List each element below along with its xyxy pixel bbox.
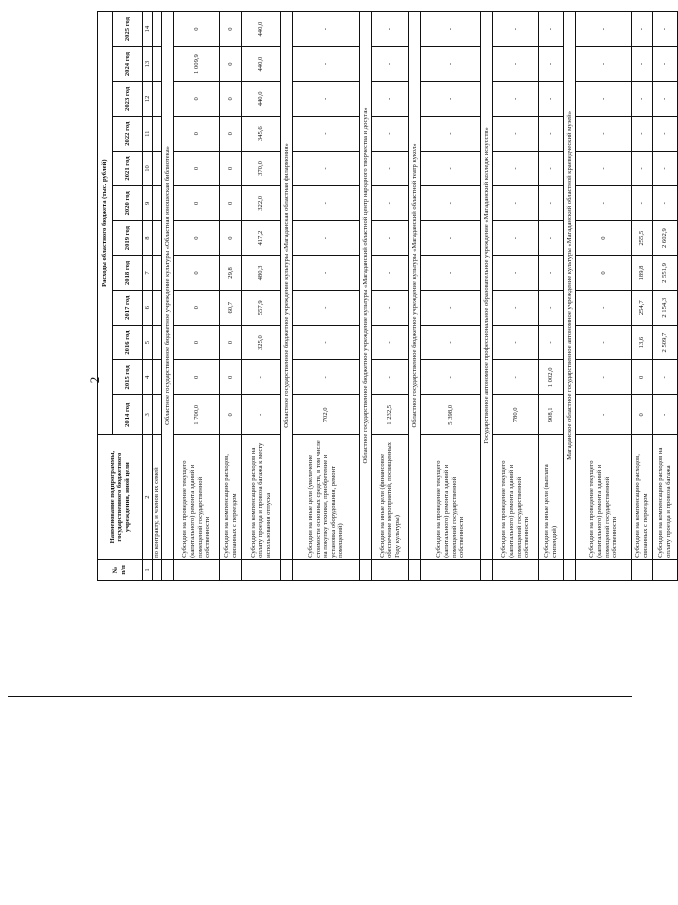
value-cell: - bbox=[372, 221, 409, 256]
value-cell: 5 398,0 bbox=[421, 395, 481, 435]
value-cell: 0 bbox=[174, 81, 220, 116]
value-cell: 2 509,7 bbox=[653, 325, 678, 360]
value-cell: - bbox=[539, 116, 564, 151]
value-cell: - bbox=[293, 256, 360, 291]
value-cell: - bbox=[653, 81, 678, 116]
header-num: № п/п bbox=[98, 559, 143, 580]
value-cell bbox=[153, 290, 162, 325]
table-row bbox=[174, 12, 220, 581]
value-cell: 0 bbox=[174, 325, 220, 360]
value-cell: - bbox=[421, 290, 481, 325]
value-cell: 0 bbox=[220, 12, 242, 47]
value-cell: - bbox=[539, 12, 564, 47]
table-row bbox=[242, 12, 281, 581]
value-cell: - bbox=[293, 12, 360, 47]
value-cell: - bbox=[293, 290, 360, 325]
year-header: 2021 год bbox=[113, 151, 143, 186]
value-cell: 1 700,0 bbox=[174, 395, 220, 435]
value-cell: 0 bbox=[632, 360, 653, 395]
value-cell: - bbox=[576, 290, 632, 325]
year-header: 2019 год bbox=[113, 221, 143, 256]
value-cell: - bbox=[293, 186, 360, 221]
column-index: 9 bbox=[143, 186, 153, 221]
row-num bbox=[493, 559, 539, 580]
value-cell bbox=[153, 47, 162, 82]
value-cell: - bbox=[372, 256, 409, 291]
value-cell: 345,6 bbox=[242, 116, 281, 151]
year-header: 2018 год bbox=[113, 256, 143, 291]
value-cell: 370,0 bbox=[242, 151, 281, 186]
value-cell: 0 bbox=[220, 47, 242, 82]
value-cell: 0 bbox=[174, 116, 220, 151]
value-cell: - bbox=[632, 12, 653, 47]
value-cell: - bbox=[372, 325, 409, 360]
section-row bbox=[409, 12, 421, 581]
value-cell: - bbox=[632, 116, 653, 151]
value-cell: - bbox=[653, 12, 678, 47]
table-row bbox=[220, 12, 242, 581]
value-cell: - bbox=[576, 395, 632, 435]
row-name: Субсидии на компенсацию расходов на оплату проезда и провоза багажа bbox=[653, 435, 678, 560]
rotated-table-container bbox=[97, 11, 672, 581]
value-cell: - bbox=[372, 12, 409, 47]
row-name: Субсидии на иные цели (увеличение стоимости основных средств, в том числе на покупку техники, приобретение и установка оборудования, ремонт помещений) bbox=[293, 435, 360, 560]
value-cell: - bbox=[493, 47, 539, 82]
year-header: 2016 год bbox=[113, 325, 143, 360]
budget-table bbox=[97, 11, 678, 581]
value-cell: 13,6 bbox=[632, 325, 653, 360]
table-row bbox=[539, 12, 564, 581]
value-cell bbox=[153, 325, 162, 360]
value-cell: 0 bbox=[174, 151, 220, 186]
value-cell: - bbox=[293, 151, 360, 186]
value-cell: 1 232,5 bbox=[372, 395, 409, 435]
value-cell: 702,0 bbox=[293, 395, 360, 435]
value-cell: - bbox=[539, 256, 564, 291]
value-cell: - bbox=[293, 116, 360, 151]
value-cell: - bbox=[576, 151, 632, 186]
value-cell: 908,1 bbox=[539, 395, 564, 435]
value-cell: - bbox=[653, 116, 678, 151]
value-cell: - bbox=[653, 151, 678, 186]
section-title: Государственное автономное профессиональное образовательное учреждение «Магаданский колледж искусств» bbox=[481, 12, 493, 560]
value-cell: - bbox=[493, 221, 539, 256]
value-cell: 0 bbox=[174, 290, 220, 325]
row-num bbox=[564, 559, 576, 580]
row-num bbox=[539, 559, 564, 580]
year-header: 2025 год bbox=[113, 12, 143, 47]
value-cell: 29,8 bbox=[220, 256, 242, 291]
value-cell bbox=[153, 256, 162, 291]
row-name: Субсидии на проведение текущего (капитального) ремонта зданий и помещений государственной собственности bbox=[174, 435, 220, 560]
value-cell: 0 bbox=[174, 12, 220, 47]
header-name: Наименование подпрограммы, государственного бюджетного учреждения, иной цели bbox=[98, 435, 143, 560]
value-cell: - bbox=[493, 360, 539, 395]
value-cell: - bbox=[421, 12, 481, 47]
value-cell: - bbox=[293, 221, 360, 256]
value-cell bbox=[153, 186, 162, 221]
value-cell: - bbox=[653, 47, 678, 82]
section-row bbox=[281, 12, 293, 581]
value-cell: 440,0 bbox=[242, 12, 281, 47]
row-name: Субсидии на проведение текущего (капитального) ремонта зданий и помещений государственной собственности bbox=[421, 435, 481, 560]
value-cell: - bbox=[372, 360, 409, 395]
value-cell: 255,5 bbox=[632, 221, 653, 256]
row-num bbox=[421, 559, 481, 580]
value-cell: - bbox=[653, 360, 678, 395]
column-index: 6 bbox=[143, 290, 153, 325]
value-cell: - bbox=[493, 81, 539, 116]
value-cell: 1 009,9 bbox=[174, 47, 220, 82]
year-header: 2015 год bbox=[113, 360, 143, 395]
value-cell: - bbox=[293, 47, 360, 82]
value-cell: 322,0 bbox=[242, 186, 281, 221]
value-cell: - bbox=[632, 186, 653, 221]
value-cell: 0 bbox=[220, 81, 242, 116]
value-cell: - bbox=[539, 81, 564, 116]
value-cell: - bbox=[372, 290, 409, 325]
value-cell: - bbox=[493, 256, 539, 291]
row-num bbox=[632, 559, 653, 580]
value-cell: 2 551,9 bbox=[653, 256, 678, 291]
column-index: 3 bbox=[143, 395, 153, 435]
table-row bbox=[653, 12, 678, 581]
value-cell: - bbox=[539, 325, 564, 360]
row-name: Субсидии на иные цели (финансовое обеспечение мероприятий, посвященных Году культуры) bbox=[372, 435, 409, 560]
value-cell: - bbox=[539, 290, 564, 325]
value-cell: - bbox=[539, 221, 564, 256]
value-cell: - bbox=[421, 221, 481, 256]
value-cell: - bbox=[293, 360, 360, 395]
value-cell: - bbox=[421, 256, 481, 291]
value-cell: 0 bbox=[632, 395, 653, 435]
value-cell bbox=[153, 221, 162, 256]
row-name: Субсидии на компенсацию расходов на оплату проезда и провоза багажа к месту использования отпуска bbox=[242, 435, 281, 560]
divider-line bbox=[8, 696, 632, 697]
row-num bbox=[653, 559, 678, 580]
value-cell: 0 bbox=[220, 221, 242, 256]
value-cell: 417,2 bbox=[242, 221, 281, 256]
value-cell: 0 bbox=[220, 325, 242, 360]
value-cell: - bbox=[493, 116, 539, 151]
column-index: 5 bbox=[143, 325, 153, 360]
row-num bbox=[162, 559, 174, 580]
row-num bbox=[281, 559, 293, 580]
column-index: 11 bbox=[143, 116, 153, 151]
value-cell: 0 bbox=[220, 360, 242, 395]
table-row bbox=[293, 12, 360, 581]
value-cell bbox=[153, 116, 162, 151]
value-cell: 0 bbox=[576, 256, 632, 291]
value-cell: - bbox=[293, 81, 360, 116]
row-num bbox=[481, 559, 493, 580]
column-index: 10 bbox=[143, 151, 153, 186]
column-index: 1 bbox=[143, 559, 153, 580]
row-name: Субсидии на компенсацию расходов, связанных с переездом bbox=[632, 435, 653, 560]
section-row bbox=[162, 12, 174, 581]
value-cell: 0 bbox=[174, 256, 220, 291]
column-index: 7 bbox=[143, 256, 153, 291]
value-cell: 325,0 bbox=[242, 325, 281, 360]
value-cell: - bbox=[242, 395, 281, 435]
column-index: 8 bbox=[143, 221, 153, 256]
value-cell: - bbox=[539, 186, 564, 221]
value-cell: 0 bbox=[576, 221, 632, 256]
value-cell: - bbox=[493, 12, 539, 47]
value-cell bbox=[153, 81, 162, 116]
row-name: Субсидии на проведение текущего (капитального) ремонта зданий и помещений государственной собственности bbox=[576, 435, 632, 560]
value-cell: 780,0 bbox=[493, 395, 539, 435]
value-cell: - bbox=[493, 325, 539, 360]
value-cell: - bbox=[242, 360, 281, 395]
value-cell: - bbox=[653, 186, 678, 221]
year-header: 2023 год bbox=[113, 81, 143, 116]
value-cell: 440,0 bbox=[242, 47, 281, 82]
header-budget: Расходы областного бюджета (тыс. рублей) bbox=[98, 12, 113, 435]
value-cell: 0 bbox=[174, 360, 220, 395]
row-num bbox=[220, 559, 242, 580]
column-index: 2 bbox=[143, 435, 153, 560]
value-cell: - bbox=[372, 116, 409, 151]
value-cell: 557,9 bbox=[242, 290, 281, 325]
value-cell: - bbox=[372, 47, 409, 82]
value-cell: - bbox=[632, 47, 653, 82]
value-cell: - bbox=[632, 151, 653, 186]
section-title: Областное государственное бюджетное учреждение культуры «Магаданский областной театр кукол» bbox=[409, 12, 421, 560]
value-cell: - bbox=[539, 151, 564, 186]
value-cell: - bbox=[421, 151, 481, 186]
value-cell bbox=[153, 151, 162, 186]
row-name: Субсидии на проведение текущего (капитального) ремонта зданий и помещений государственной собственности bbox=[493, 435, 539, 560]
value-cell: 0 bbox=[174, 221, 220, 256]
value-cell bbox=[153, 12, 162, 47]
value-cell: - bbox=[576, 186, 632, 221]
value-cell: - bbox=[576, 12, 632, 47]
value-cell: - bbox=[576, 81, 632, 116]
table-row bbox=[576, 12, 632, 581]
value-cell: - bbox=[421, 360, 481, 395]
section-row bbox=[564, 12, 576, 581]
value-cell: 0 bbox=[220, 116, 242, 151]
value-cell: - bbox=[653, 395, 678, 435]
value-cell: - bbox=[539, 47, 564, 82]
year-header: 2022 год bbox=[113, 116, 143, 151]
value-cell: - bbox=[421, 186, 481, 221]
value-cell: 60,7 bbox=[220, 290, 242, 325]
row-num bbox=[153, 559, 162, 580]
section-row bbox=[481, 12, 493, 581]
row-num bbox=[372, 559, 409, 580]
row-num bbox=[174, 559, 220, 580]
value-cell: - bbox=[576, 47, 632, 82]
value-cell: - bbox=[576, 116, 632, 151]
table-row bbox=[632, 12, 653, 581]
section-title: Областное государственное бюджетное учреждение культуры «Магаданский областной центр народного творчества и досуга» bbox=[360, 12, 372, 560]
row-num bbox=[293, 559, 360, 580]
value-cell: - bbox=[372, 151, 409, 186]
column-index: 14 bbox=[143, 12, 153, 47]
section-row bbox=[360, 12, 372, 581]
section-title: Областное государственное бюджетное учреждение культуры «Магаданская областная филармония» bbox=[281, 12, 293, 560]
table-row bbox=[493, 12, 539, 581]
year-header: 2020 год bbox=[113, 186, 143, 221]
section-title: Областное государственное бюджетное учреждение культуры «Областная юношеская библиотека» bbox=[162, 12, 174, 560]
value-cell: - bbox=[576, 325, 632, 360]
row-num bbox=[576, 559, 632, 580]
value-cell: - bbox=[493, 290, 539, 325]
row-num bbox=[409, 559, 421, 580]
row-name: по контракту, и членов их семей bbox=[153, 435, 162, 560]
year-header: 2017 год bbox=[113, 290, 143, 325]
value-cell: 440,0 bbox=[242, 81, 281, 116]
value-cell: - bbox=[632, 81, 653, 116]
value-cell: 0 bbox=[174, 186, 220, 221]
row-num bbox=[242, 559, 281, 580]
value-cell: 254,7 bbox=[632, 290, 653, 325]
value-cell: 0 bbox=[220, 186, 242, 221]
value-cell: - bbox=[421, 325, 481, 360]
value-cell: - bbox=[372, 81, 409, 116]
column-index: 12 bbox=[143, 81, 153, 116]
value-cell: 0 bbox=[220, 395, 242, 435]
value-cell: 1 002,0 bbox=[539, 360, 564, 395]
row-name: Субсидии на компенсацию расходов, связанных с переездом bbox=[220, 435, 242, 560]
value-cell: - bbox=[576, 360, 632, 395]
value-cell: - bbox=[372, 186, 409, 221]
value-cell: 2 602,9 bbox=[653, 221, 678, 256]
column-index: 13 bbox=[143, 47, 153, 82]
value-cell: - bbox=[493, 186, 539, 221]
row-num bbox=[360, 559, 372, 580]
value-cell: - bbox=[493, 151, 539, 186]
year-header: 2024 год bbox=[113, 47, 143, 82]
column-index: 4 bbox=[143, 360, 153, 395]
value-cell: - bbox=[421, 116, 481, 151]
row-name: Субсидии на иные цели (выплата стипендий) bbox=[539, 435, 564, 560]
value-cell: - bbox=[421, 81, 481, 116]
table-row bbox=[372, 12, 409, 581]
value-cell: 480,3 bbox=[242, 256, 281, 291]
value-cell: - bbox=[293, 325, 360, 360]
section-title: Магаданское областное государственное автономное учреждение культуры «Магаданский областной краеведческий музей» bbox=[564, 12, 576, 560]
page-number: 2 bbox=[87, 376, 102, 384]
table-row bbox=[421, 12, 481, 581]
value-cell bbox=[153, 395, 162, 435]
value-cell: 0 bbox=[220, 151, 242, 186]
year-header: 2014 год bbox=[113, 395, 143, 435]
value-cell: 189,8 bbox=[632, 256, 653, 291]
table-row bbox=[153, 12, 162, 581]
table-body bbox=[153, 12, 678, 581]
value-cell bbox=[153, 360, 162, 395]
value-cell: 2 154,3 bbox=[653, 290, 678, 325]
value-cell: - bbox=[421, 47, 481, 82]
header-index-row bbox=[143, 12, 153, 581]
